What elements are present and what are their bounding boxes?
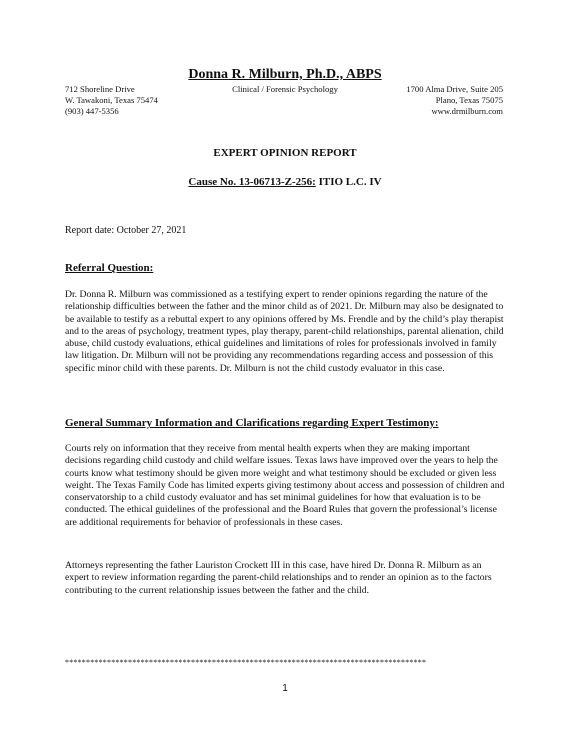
cause-line [0,176,570,188]
page-number: 1 [282,683,288,694]
referral-paragraph: Dr. Donna R. Milburn was commissioned as a testifying expert to render opinions regarding the nature of the relationship difficulties between the father and the minor child as of 2021. Dr. Milburn may also be designated to be available to testify as a rebuttal expert to any opinions offered by Ms. Frendle and by the child’s play therapist and to the areas of psychology, treatment types, play therapy, parent-child relationships, parental alienation, child abuse, child custody evaluations, ethical guidelines and limitations of roles for professionals involved in family law litigation. Dr. Milburn will not be providing any recommendations regarding access and possession of this specific minor child with these parents. Dr. Milburn is not the child custody evaluator in this case. [65,289,504,374]
letterhead-right-address [406,84,503,117]
website-line: www.drmilburn.com [431,106,503,116]
address-line: W. Tawakoni, Texas 75474 [65,95,158,105]
report-title: EXPERT OPINION REPORT [213,147,357,159]
address-line: Plano, Texas 75075 [435,95,503,105]
address-line: 1700 Alma Drive, Suite 205 [406,84,503,94]
report-date: Report date: October 27, 2021 [65,225,187,236]
separator-line: ************************************************************************************** [65,658,427,667]
summary-paragraph: Attorneys representing the father Lauriston Crockett III in this case, have hired Dr. Donna R. Milburn as an expert to review information regarding the parent-child relationships and to render an opinion as to the factors contributing to the current relationship issues between the father and the child. [65,560,492,596]
address-line: 712 Shoreline Drive [65,84,135,94]
cause-number: Cause No. 13-06713-Z-256: [188,176,316,188]
summary-paragraph: Courts rely on information that they receive from mental health experts when they are making important decisions regarding child custody and child welfare issues. Texas laws have improved over the years to help the courts know what testimony should be given more weight and what testimony should be excluded or given less weight. The Texas Family Code has limited experts giving testimony about access and possession of children and conservatorship to a child custody evaluator and has set minimal guidelines for how that evaluation is to be conducted. The ethical guidelines of the professional and the Board Rules that govern the professional’s license are additional requirements for behavior of professionals in these cases. [65,443,505,528]
phone-line: (903) 447-5356 [65,106,119,116]
case-name: ITIO L.C. IV [318,176,382,188]
referral-heading: Referral Question: [65,262,154,274]
letterhead-subtitle: Clinical / Forensic Psychology [232,84,338,94]
letterhead-name: Donna R. Milburn, Ph.D., ABPS [188,67,382,82]
summary-heading: General Summary Information and Clarifications regarding Expert Testimony: [65,417,439,429]
